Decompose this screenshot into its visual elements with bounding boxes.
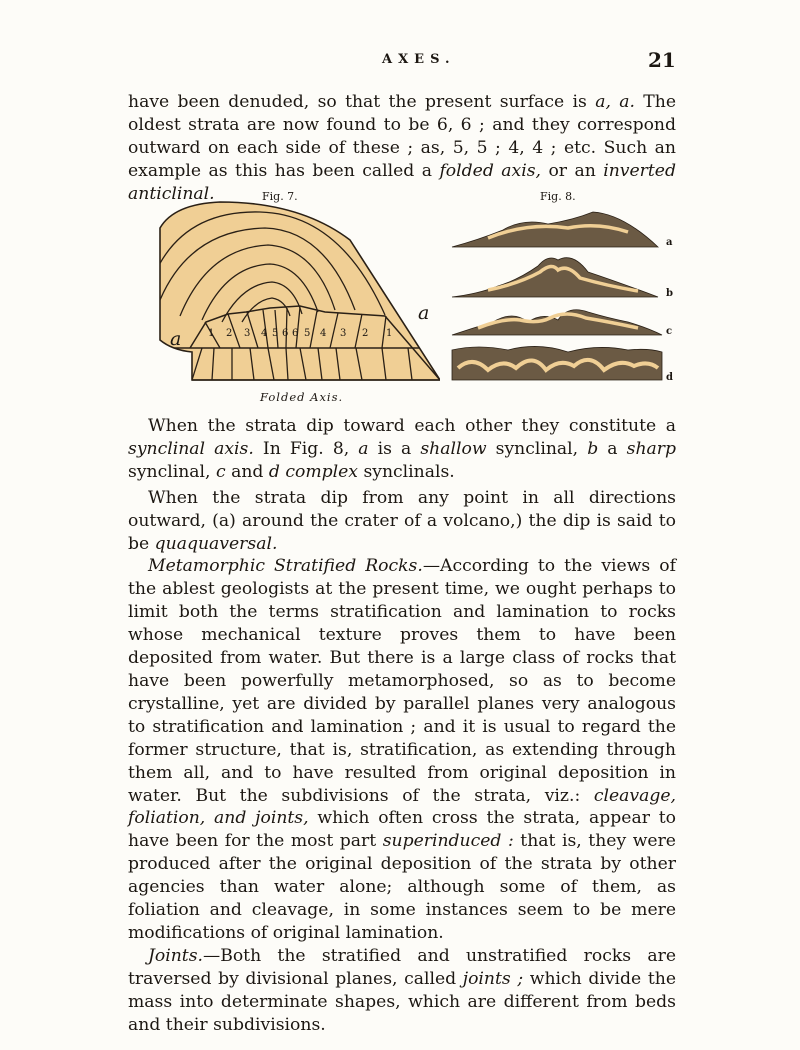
fig8-label-d: d [666,372,673,383]
section-d-complex [452,346,662,380]
stratum-number: 1 [386,328,393,339]
page-number: 21 [648,48,676,72]
heading-metamorphic: Metamorphic Stratified Rocks. [148,556,423,577]
stratum-number: 1 [208,328,215,339]
paragraph-synclinal: When the strata dip toward each other they constitute a synclinal axis. In Fig. 8, a is a shallow synclinal, b a sharp synclinal, c and d complex synclinals. [128,416,676,482]
paragraph-joints: Joints.—Both the stratified and unstratified rocks are traversed by divisional planes, called joints ; which divide the mass into determinate shapes, which are different from beds and their subdivisions. [128,945,676,1035]
figure-8-synclinals [448,190,678,390]
paragraph-metamorphic-rocks: Metamorphic Stratified Rocks.—According to the views of the ablest geologists at the present time, we ought perhaps to limit both the terms stratification and lamination to rocks whose mechanical texture proves them to have been deposited from water. But there is a large class of rocks that have been powerfully metamorphosed, so as to become crystalline, yet are divided by parallel planes very analogous to stratification and lamination ; and it is usual to regard the former structure, that is, stratification, as extending through them all, and to have resulted from original deposition in water. But the subdivisions of the strata, viz.: cleavage, foliation, and joints, which often cross the strata, appear to have been for the most part superinduced : that is, they were produced after the original deposition of the strata by other agencies than water alone; although some of them, as foliation and cleavage, in some instances seem to be mere modifications of original lamination. [128,556,676,943]
section-a-shallow [452,212,658,247]
synclinal-sections-diagram [448,190,678,390]
paragraph-quaquaversal: When the strata dip from any point in all directions outward, (a) around the crater of a volcano,) the dip is said to be quaquaversal. [128,487,676,554]
stratum-number: 2 [226,328,233,339]
section-b-sharp [452,258,658,297]
figure-7-folded-axis [150,190,440,408]
fig7-left-a-label: a [170,328,182,350]
stratum-number: 3 [340,328,347,339]
body-text-lower [128,415,676,1036]
stratum-number: 4 [261,328,268,339]
stratum-number: 2 [362,328,369,339]
stratum-number: 6 [282,328,289,339]
stratum-number: 5 [304,328,311,339]
running-title: AXES. [382,52,456,67]
stratum-number: 5 [272,328,279,339]
fig8-label-c: c [666,326,673,337]
figure-7-label: Fig. 7. [262,190,298,203]
running-head [0,48,800,76]
paragraph-folded-axis: have been denuded, so that the present surface is a, a. The oldest strata are now found to be 6, 6 ; and they correspond outward on each side of these ; as, 5, 5 ; 4, 4 ; etc. Such an example as this has been called a folded axis, or an inverted anticlinal. [128,92,677,204]
stratum-number: 6 [292,328,299,339]
folded-strata-mass [160,202,440,380]
heading-joints: Joints. [148,945,203,966]
fig8-label-b: b [666,288,673,299]
fig8-label-a: a [666,237,673,248]
figure-7-caption: Folded Axis. [260,390,344,404]
fig7-right-a-label: a [418,302,430,324]
stratum-number: 3 [244,328,251,339]
folded-axis-diagram [150,190,440,408]
section-c-complex [452,310,662,335]
stratum-number: 4 [320,328,327,339]
figure-8-label: Fig. 8. [540,190,576,203]
